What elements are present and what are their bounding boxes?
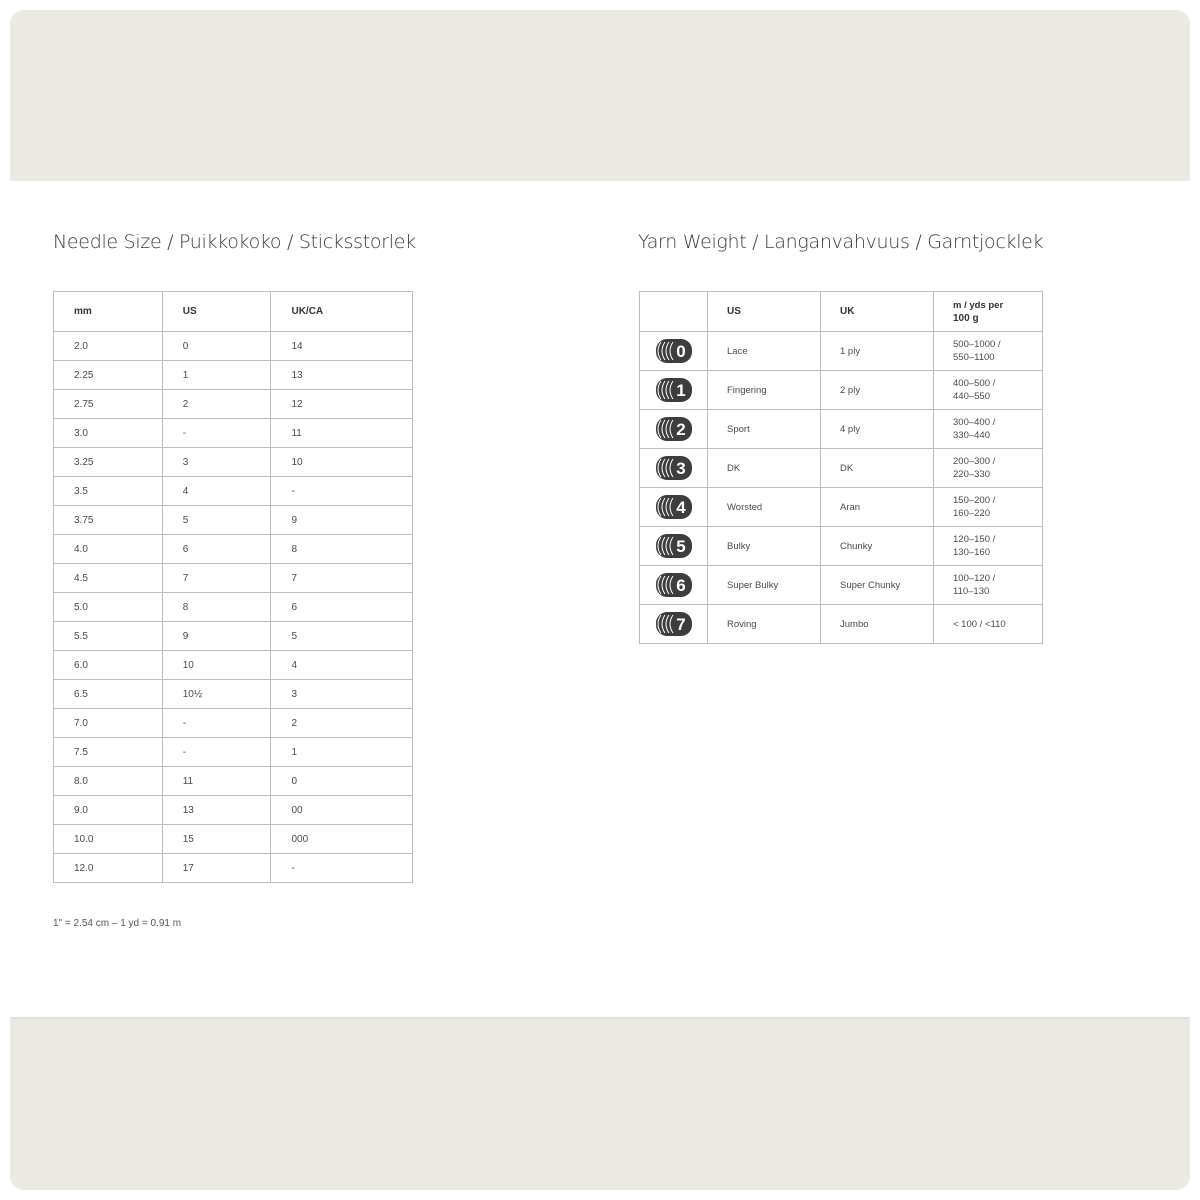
cell-mm: 3.25 [54,448,163,477]
table-row [54,622,413,651]
cell-uk-ca: 3 [271,680,413,709]
yarn-skein-icon [655,494,693,520]
cell-uk: 2 ply [821,371,934,410]
cell-uk-ca: 10 [271,448,413,477]
m-yds-line1: 300–400 / [953,417,996,428]
m-yds-line2: 160–220 [953,508,990,519]
table-row [54,651,413,680]
table-row [54,593,413,622]
cell-us: Sport [708,410,821,449]
m-yds-line1: 200–300 / [953,456,996,467]
cell-uk: Chunky [821,527,934,566]
table-row [54,738,413,767]
cell-us: Roving [708,605,821,644]
needle-size-title: Needle Size / Puikkokoko / Sticksstorlek [53,231,416,253]
cell-uk: Aran [821,488,934,527]
header-us: US [708,292,821,332]
header-m-yds [934,292,1043,332]
header-us: US [162,292,271,332]
cell-yarn-icon [640,605,708,644]
table-row [640,527,1043,566]
yarn-weight-number: 3 [675,459,686,478]
cell-uk-ca: 4 [271,651,413,680]
cell-us: 3 [162,448,271,477]
cell-yarn-icon [640,566,708,605]
cell-us: 10 [162,651,271,680]
table-row [640,371,1043,410]
m-yds-line1: < 100 / <110 [953,618,1006,630]
yarn-skein-icon [655,572,693,598]
cell-yarn-icon [640,410,708,449]
yarn-weight-number: 5 [675,537,686,556]
cell-us: 10½ [162,680,271,709]
table-row [54,535,413,564]
cell-uk: DK [821,449,934,488]
cell-uk: Super Chunky [821,566,934,605]
cell-uk: Jumbo [821,605,934,644]
cell-m-yds [934,371,1043,410]
cell-uk-ca: - [271,477,413,506]
cell-yarn-icon [640,527,708,566]
header-icon [640,292,708,332]
document-page [10,181,1190,1017]
cell-uk-ca: 11 [271,419,413,448]
cell-uk-ca: 0 [271,767,413,796]
cell-mm: 8.0 [54,767,163,796]
table-header-row [54,292,413,332]
cell-mm: 2.25 [54,361,163,390]
table-row [640,410,1043,449]
m-yds-line2: 440–550 [953,391,990,402]
yarn-skein-icon [655,533,693,559]
cell-yarn-icon [640,371,708,410]
table-row [54,506,413,535]
cell-m-yds [934,332,1043,371]
m-yds-line1: 400–500 / [953,378,996,389]
header-mm: mm [54,292,163,332]
yarn-weight-number: 4 [675,498,686,517]
cell-uk-ca: 1 [271,738,413,767]
cell-uk-ca: 8 [271,535,413,564]
conversion-note: 1" = 2.54 cm – 1 yd = 0.91 m [53,918,182,929]
m-yds-line2: 330–440 [953,430,990,441]
cell-mm: 3.75 [54,506,163,535]
header-m-yds-line2: 100 g [953,312,979,324]
cell-mm: 6.0 [54,651,163,680]
header-uk-ca: UK/CA [271,292,413,332]
cell-uk-ca: 13 [271,361,413,390]
needle-size-table [53,291,413,883]
cell-mm: 9.0 [54,796,163,825]
cell-us: 2 [162,390,271,419]
table-row [54,361,413,390]
cell-uk-ca: 6 [271,593,413,622]
cell-uk-ca: 00 [271,796,413,825]
yarn-skein-icon [655,455,693,481]
m-yds-line1: 120–150 / [953,534,996,545]
table-row [54,477,413,506]
cell-yarn-icon [640,332,708,371]
cell-uk: 1 ply [821,332,934,371]
table-row [640,332,1043,371]
table-row [54,332,413,361]
cell-us: - [162,419,271,448]
m-yds-line2: 550–1100 [953,352,995,363]
table-row [640,449,1043,488]
cell-us: 15 [162,825,271,854]
m-yds-line2: 130–160 [953,547,990,558]
cell-us: 1 [162,361,271,390]
cell-us: - [162,709,271,738]
table-row [54,854,413,883]
m-yds-line2: 110–130 [953,586,990,597]
cell-mm: 3.5 [54,477,163,506]
cell-uk-ca: - [271,854,413,883]
m-yds-line1: 100–120 / [953,573,996,584]
cell-mm: 2.75 [54,390,163,419]
cell-mm: 7.0 [54,709,163,738]
cell-us: 8 [162,593,271,622]
cell-m-yds [934,488,1043,527]
yarn-skein-icon [655,611,693,637]
yarn-weight-number: 2 [675,420,686,439]
m-yds-line2: 220–330 [953,469,990,480]
cell-yarn-icon [640,449,708,488]
cell-us: DK [708,449,821,488]
table-row [640,605,1043,644]
table-row [54,825,413,854]
table-row [54,680,413,709]
yarn-weight-number: 1 [675,381,686,400]
cell-us: Bulky [708,527,821,566]
yarn-weight-title: Yarn Weight / Langanvahvuus / Garntjocklek [638,231,1044,253]
cell-uk-ca: 5 [271,622,413,651]
cell-uk-ca: 2 [271,709,413,738]
cell-m-yds [934,449,1043,488]
cell-us: 7 [162,564,271,593]
cell-uk-ca: 14 [271,332,413,361]
page-frame [10,10,1190,1190]
yarn-skein-icon [655,338,693,364]
table-header-row [640,292,1043,332]
cell-us: 5 [162,506,271,535]
table-row [640,488,1043,527]
header-uk: UK [821,292,934,332]
cell-uk-ca: 12 [271,390,413,419]
yarn-weight-number: 7 [675,615,686,634]
cell-us: 4 [162,477,271,506]
table-row [54,709,413,738]
cell-us: Lace [708,332,821,371]
cell-m-yds [934,605,1043,644]
cell-mm: 4.0 [54,535,163,564]
table-row [54,390,413,419]
cell-mm: 2.0 [54,332,163,361]
table-row [54,796,413,825]
cell-us: 6 [162,535,271,564]
m-yds-line1: 150–200 / [953,495,996,506]
header-m-yds-line1: m / yds per [953,299,1004,311]
cell-mm: 5.0 [54,593,163,622]
cell-mm: 12.0 [54,854,163,883]
cell-uk-ca: 7 [271,564,413,593]
cell-us: Fingering [708,371,821,410]
cell-yarn-icon [640,488,708,527]
cell-mm: 7.5 [54,738,163,767]
table-row [54,448,413,477]
table-row [54,564,413,593]
cell-us: 17 [162,854,271,883]
yarn-skein-icon [655,377,693,403]
yarn-weight-table [639,291,1043,644]
table-row [640,566,1043,605]
m-yds-line1: 500–1000 / [953,339,1001,350]
cell-mm: 5.5 [54,622,163,651]
cell-m-yds [934,527,1043,566]
cell-us: 0 [162,332,271,361]
cell-uk-ca: 9 [271,506,413,535]
cell-uk-ca: 000 [271,825,413,854]
cell-us: Super Bulky [708,566,821,605]
cell-us: 9 [162,622,271,651]
cell-mm: 10.0 [54,825,163,854]
cell-mm: 4.5 [54,564,163,593]
cell-us: 13 [162,796,271,825]
cell-m-yds [934,410,1043,449]
cell-us: 11 [162,767,271,796]
cell-us: Worsted [708,488,821,527]
cell-m-yds [934,566,1043,605]
table-row [54,419,413,448]
yarn-skein-icon [655,416,693,442]
yarn-weight-number: 0 [675,342,686,361]
table-row [54,767,413,796]
cell-mm: 3.0 [54,419,163,448]
cell-uk: 4 ply [821,410,934,449]
cell-us: - [162,738,271,767]
yarn-weight-number: 6 [675,576,686,595]
cell-mm: 6.5 [54,680,163,709]
